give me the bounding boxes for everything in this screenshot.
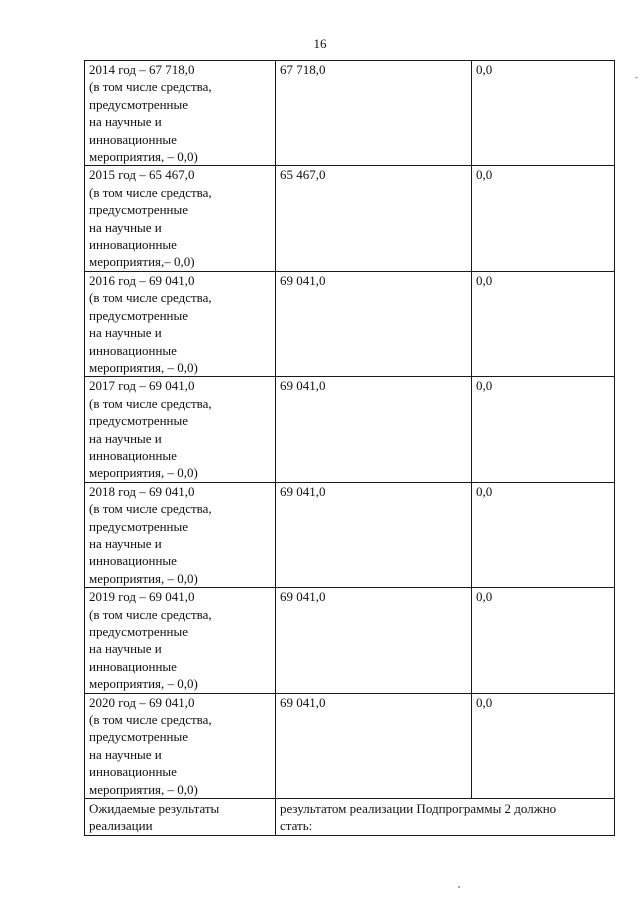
funding-table-body [85, 61, 615, 799]
funding-year-line: 2017 год – 69 041,0 [89, 378, 195, 394]
funding-year-line: на научные и [89, 219, 162, 235]
funding-year-line: 2019 год – 69 041,0 [89, 589, 195, 605]
funding-other-value: 0,0 [476, 167, 493, 183]
funding-other-cell [472, 482, 615, 587]
funding-total-cell [276, 588, 472, 693]
funding-year-line: 2018 год – 69 041,0 [89, 483, 195, 499]
funding-year-line: мероприятия,– 0,0) [89, 254, 195, 270]
funding-other-cell [472, 166, 615, 271]
funding-year-line: 2016 год – 69 041,0 [89, 272, 195, 288]
page-number: 16 [313, 36, 327, 51]
funding-year-line: мероприятия, – 0,0) [89, 676, 198, 692]
funding-total-cell [276, 482, 472, 587]
funding-total-value: 65 467,0 [280, 167, 326, 183]
funding-total-value: 69 041,0 [280, 272, 326, 288]
table-row [85, 61, 615, 166]
table-row [85, 693, 615, 798]
expected-results-row [85, 799, 615, 836]
funding-other-value: 0,0 [476, 272, 493, 288]
funding-year-line: на научные и [89, 325, 162, 341]
funding-year-cell [85, 61, 276, 166]
funding-other-cell [472, 271, 615, 376]
expected-results-text [276, 799, 615, 836]
scan-mark: - [635, 72, 638, 82]
funding-total-cell [276, 693, 472, 798]
funding-year-line: предусмотренные [89, 96, 189, 112]
funding-year-line: предусмотренные [89, 518, 189, 534]
funding-total-cell [276, 377, 472, 482]
funding-year-line: (в том числе средства, [89, 395, 212, 411]
funding-year-line: инновационные [89, 764, 177, 780]
table-row [85, 588, 615, 693]
expected-results-text-line: стать: [280, 818, 313, 834]
funding-year-line: инновационные [89, 237, 177, 253]
funding-total-cell [276, 271, 472, 376]
funding-other-cell [472, 588, 615, 693]
funding-year-line: 2014 год – 67 718,0 [89, 62, 195, 77]
funding-year-line: (в том числе средства, [89, 184, 212, 200]
expected-results-label-line: реализации [89, 818, 153, 834]
funding-year-line: инновационные [89, 131, 177, 147]
funding-year-line: на научные и [89, 114, 162, 130]
funding-year-cell [85, 271, 276, 376]
funding-year-line: (в том числе средства, [89, 501, 212, 517]
funding-other-value: 0,0 [476, 483, 493, 499]
funding-year-line: мероприятия, – 0,0) [89, 359, 198, 375]
funding-year-line: (в том числе средства, [89, 79, 212, 95]
funding-year-line: предусмотренные [89, 413, 189, 429]
funding-other-value: 0,0 [476, 378, 493, 394]
funding-total-value: 69 041,0 [280, 589, 326, 605]
funding-other-value: 0,0 [476, 62, 493, 77]
scan-dot [458, 886, 460, 888]
table-row [85, 166, 615, 271]
funding-total-value: 69 041,0 [280, 694, 326, 710]
funding-table [84, 60, 615, 836]
funding-year-line: инновационные [89, 447, 177, 463]
table-row [85, 271, 615, 376]
funding-year-cell [85, 377, 276, 482]
funding-year-line: (в том числе средства, [89, 290, 212, 306]
funding-year-line: предусмотренные [89, 202, 189, 218]
funding-year-line: 2015 год – 65 467,0 [89, 167, 195, 183]
funding-year-line: мероприятия, – 0,0) [89, 149, 198, 165]
funding-year-line: предусмотренные [89, 624, 189, 639]
funding-other-cell [472, 693, 615, 798]
funding-year-cell [85, 166, 276, 271]
funding-year-line: инновационные [89, 342, 177, 358]
funding-other-cell [472, 61, 615, 166]
funding-year-line: инновационные [89, 553, 177, 569]
funding-other-value: 0,0 [476, 589, 493, 605]
funding-year-line: на научные и [89, 430, 162, 446]
expected-results-label [85, 799, 276, 836]
funding-year-line: на научные и [89, 535, 162, 551]
funding-total-value: 69 041,0 [280, 378, 326, 394]
funding-other-value: 0,0 [476, 694, 493, 710]
funding-year-line: на научные и [89, 641, 162, 657]
funding-year-cell [85, 482, 276, 587]
funding-total-cell [276, 61, 472, 166]
expected-results-text-line: результатом реализации Подпрограммы 2 должно [280, 801, 557, 817]
funding-year-line: на научные и [89, 746, 162, 762]
funding-year-line: (в том числе средства, [89, 712, 212, 728]
funding-year-line: мероприятия, – 0,0) [89, 570, 198, 586]
funding-year-line: инновационные [89, 658, 177, 674]
funding-total-value: 67 718,0 [280, 62, 326, 77]
funding-other-cell [472, 377, 615, 482]
funding-year-line: мероприятия, – 0,0) [89, 465, 198, 481]
funding-year-line: 2020 год – 69 041,0 [89, 694, 195, 710]
expected-results-label-line: Ожидаемые результаты [89, 801, 220, 817]
funding-year-line: (в том числе средства, [89, 606, 212, 622]
table-row [85, 482, 615, 587]
funding-year-line: предусмотренные [89, 729, 189, 745]
funding-year-line: мероприятия, – 0,0) [89, 781, 198, 797]
funding-year-cell [85, 588, 276, 693]
funding-total-value: 69 041,0 [280, 483, 326, 499]
table-row [85, 377, 615, 482]
funding-year-cell [85, 693, 276, 798]
funding-year-line: предусмотренные [89, 307, 189, 323]
funding-total-cell [276, 166, 472, 271]
